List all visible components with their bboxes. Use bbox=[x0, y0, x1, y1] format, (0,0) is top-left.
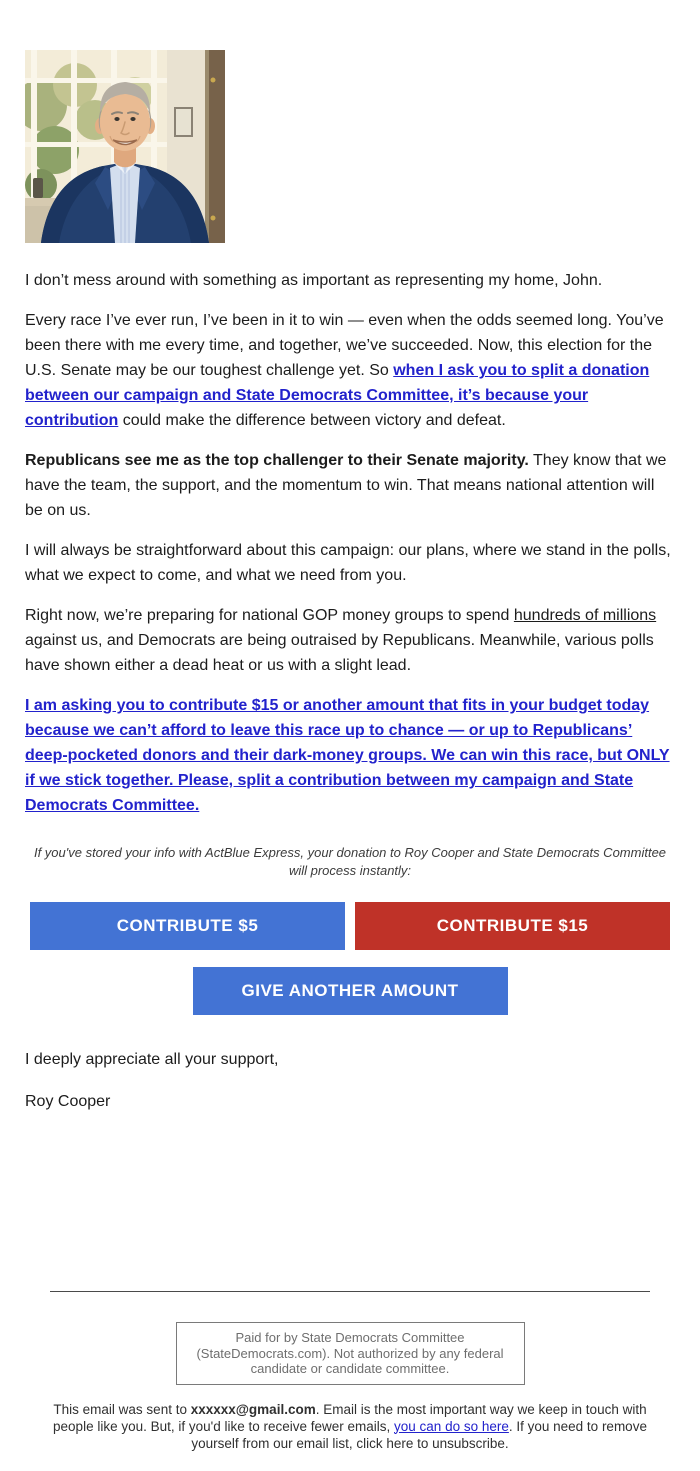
footer-mid-text: . Email is the most important way we keep in touch with people like you. But, if you'd like to receive fewer emails, bbox=[53, 1401, 647, 1434]
top-challenger-rest: They know that we have the team, the support, and the momentum to win. That means national attention will be on us. bbox=[25, 452, 667, 519]
every-race-text-end: could make the difference between victory and defeat. bbox=[118, 412, 506, 429]
contribute-appeal-paragraph bbox=[25, 693, 675, 818]
email-body bbox=[0, 50, 700, 1114]
every-race-text: Every race I’ve ever run, I’ve been in it to win — even when the odds seemed long. You’ve been there with me every time, and together, we’ve succeeded. Now, this election for the U.S. Senate may be our toughest challenge yet. So bbox=[25, 312, 664, 379]
contribute-5-button[interactable]: CONTRIBUTE $5 bbox=[30, 902, 345, 950]
give-another-row bbox=[25, 967, 675, 1015]
contribute-appeal-link[interactable]: I am asking you to contribute $15 or another amount that fits in your budget today because we can’t afford to leave this race up to chance — or up to Republicans’ deep-pocketed donors and their dark-money groups. We can win this race, but ONLY if we stick together. Please, split a contribution between my campaign and State Democrats Committee. bbox=[25, 697, 670, 814]
footer-unsubscribe-text: . If you need to remove yourself from our email list, click here to unsubscribe. bbox=[191, 1418, 647, 1451]
contribute-15-button[interactable]: CONTRIBUTE $15 bbox=[355, 902, 670, 950]
intro-text: I don’t mess around with something as important as representing my home, John. bbox=[25, 272, 603, 289]
signature-name: Roy Cooper bbox=[25, 1093, 111, 1110]
top-challenger-paragraph bbox=[25, 448, 675, 523]
contribute-button-row bbox=[25, 902, 675, 950]
paid-for-disclaimer-box: Paid for by State Democrats Committee (StateDemocrats.com). Not authorized by any federal candidate or candidate committee. bbox=[176, 1322, 525, 1385]
footer-sent-to: This email was sent to bbox=[53, 1401, 191, 1417]
gop-money-paragraph bbox=[25, 603, 675, 678]
candidate-photo bbox=[25, 50, 225, 243]
hundreds-of-millions-underline: hundreds of millions bbox=[513, 607, 657, 624]
split-donation-link[interactable]: when I ask you to split a donation between our campaign and State Democrats Committee, it’s because your contribution bbox=[25, 362, 650, 429]
signoff-line: I deeply appreciate all your support, bbox=[25, 1051, 279, 1068]
gop-money-post: against us, and Democrats are being outraised by Republicans. Meanwhile, various polls have shown either a dead heat or us with a slight lead. bbox=[25, 632, 654, 674]
footer-text bbox=[40, 1401, 660, 1452]
straightforward-paragraph bbox=[25, 538, 675, 588]
top-challenger-bold: Republicans see me as the top challenger to their Senate majority. bbox=[25, 452, 529, 469]
intro-paragraph bbox=[25, 268, 675, 293]
actblue-express-note: If you've stored your info with ActBlue Express, your donation to Roy Cooper and State Democrats Committee will process instantly: bbox=[33, 845, 667, 878]
recipient-email: xxxxxx@gmail.com bbox=[190, 1401, 316, 1417]
give-another-amount-button[interactable]: GIVE ANOTHER AMOUNT bbox=[193, 967, 508, 1015]
reduce-emails-link[interactable]: you can do so here bbox=[394, 1418, 509, 1434]
straightforward-text: I will always be straightforward about this campaign: our plans, where we stand in the polls, what we expect to come, and what we need from you. bbox=[25, 542, 671, 584]
footer-section bbox=[0, 1291, 700, 1452]
every-race-paragraph bbox=[25, 308, 675, 433]
gop-money-pre: Right now, we’re preparing for national GOP money groups to spend bbox=[25, 607, 514, 624]
footer-divider bbox=[50, 1291, 650, 1292]
